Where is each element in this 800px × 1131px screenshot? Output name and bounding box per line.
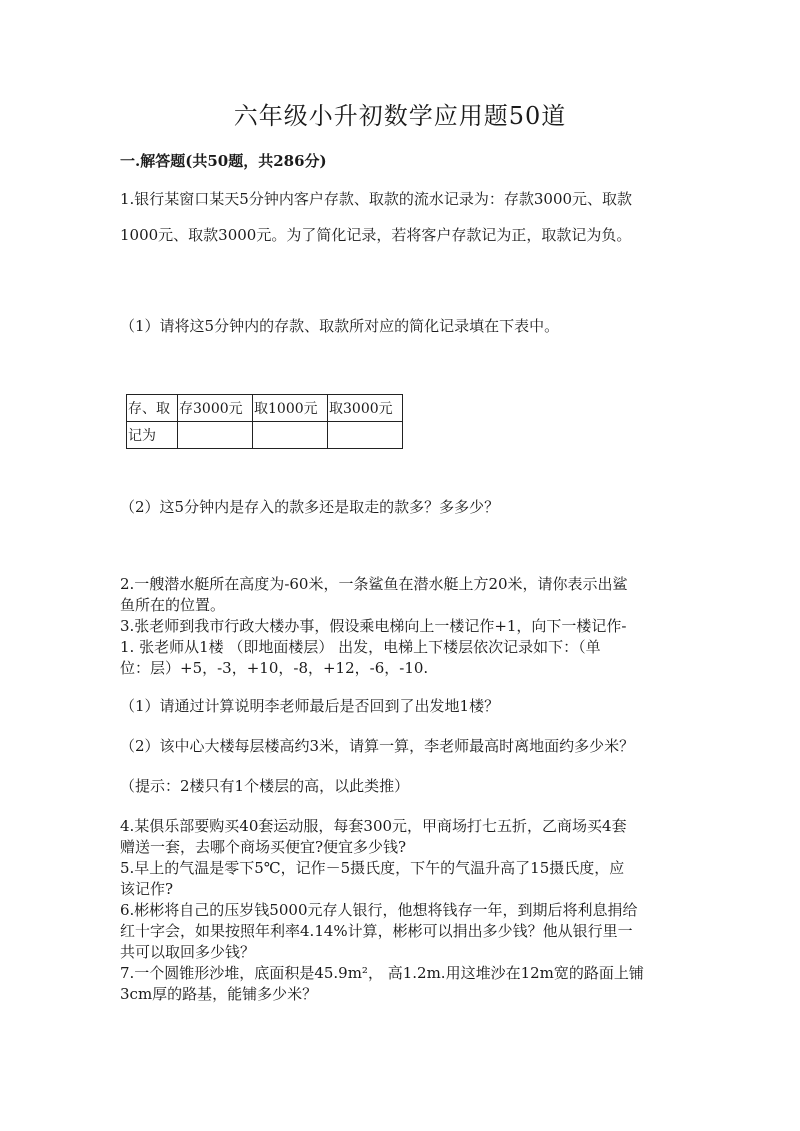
table-cell: 取3000元 <box>328 395 403 422</box>
q3-hint: （提示：2楼只有1个楼层的高，以此类推） <box>120 777 410 795</box>
q3-line1: 3.张老师到我市行政大楼办事，假设乘电梯向上一楼记作+1，向下一楼记作- <box>120 617 627 635</box>
q4-line2: 赠送一套，去哪个商场买便宜?便宜多少钱? <box>120 838 407 856</box>
q5-line1: 5.早上的气温是零下5℃，记作－5摄氏度，下午的气温升高了15摄氏度，应 <box>120 859 625 877</box>
q3-sub2: （2）该中心大楼每层楼高约3米，请算一算，李老师最高时离地面约多少米？ <box>120 737 635 755</box>
q2-line1: 2.一艘潜水艇所在高度为-60米，一条鲨鱼在潜水艇上方20米，请你表示出鲨 <box>120 575 628 593</box>
q3-sub1: （1）请通过计算说明李老师最后是否回到了出发地1楼？ <box>120 697 500 715</box>
q4-line1: 4.某俱乐部要购买40套运动服，每套300元，甲商场打七五折，乙商场买4套 <box>120 817 627 835</box>
table-cell: 取1000元 <box>253 395 328 422</box>
q1-line1: 1.银行某窗口某天5分钟内客户存款、取款的流水记录为：存款3000元、取款 <box>120 190 633 208</box>
q3-line2: 1. 张老师从1楼 （即地面楼层） 出发，电梯上下楼层依次记录如下：（单 <box>120 638 601 656</box>
q6-line3: 共可以取回多少钱？ <box>120 943 256 961</box>
q1-line2: 1000元、取款3000元。为了简化记录，若将客户存款记为正，取款记为负。 <box>120 226 632 244</box>
q7-line1: 7.一个圆锥形沙堆，底面积是45.9m²， 高1.2m.用这堆沙在12m宽的路面上铺 <box>120 964 644 982</box>
answer-cell <box>178 422 253 449</box>
table-row <box>127 395 403 422</box>
q5-line2: 该记作? <box>120 880 174 898</box>
q3-line3: 位：层）+5，-3，+10，-8，+12，-6，-10. <box>120 659 429 677</box>
q6-line1: 6.彬彬将自己的压岁钱5000元存人银行，他想将钱存一年，到期后将利息捐给 <box>120 901 638 919</box>
answer-cell <box>253 422 328 449</box>
table-cell: 存3000元 <box>178 395 253 422</box>
page-title: 六年级小升初数学应用题50道 <box>233 102 567 130</box>
q6-line2: 红十字会，如果按照年利率4.14%计算，彬彬可以捐出多少钱？他从银行里一 <box>120 922 633 940</box>
q1-sub1: （1）请将这5分钟内的存款、取款所对应的简化记录填在下表中。 <box>120 317 560 335</box>
q1-record-table <box>126 394 403 449</box>
table-cell: 存、取 <box>127 395 178 422</box>
answer-cell <box>328 422 403 449</box>
q1-sub2: （2）这5分钟内是存入的款多还是取走的款多？多多少？ <box>120 498 500 516</box>
table-cell: 记为 <box>127 422 178 449</box>
q7-line2: 3cm厚的路基，能铺多少米？ <box>120 985 318 1003</box>
q2-line2: 鱼所在的位置。 <box>120 596 226 614</box>
table-row <box>127 422 403 449</box>
section-heading: 一.解答题(共50题，共286分) <box>120 152 327 170</box>
